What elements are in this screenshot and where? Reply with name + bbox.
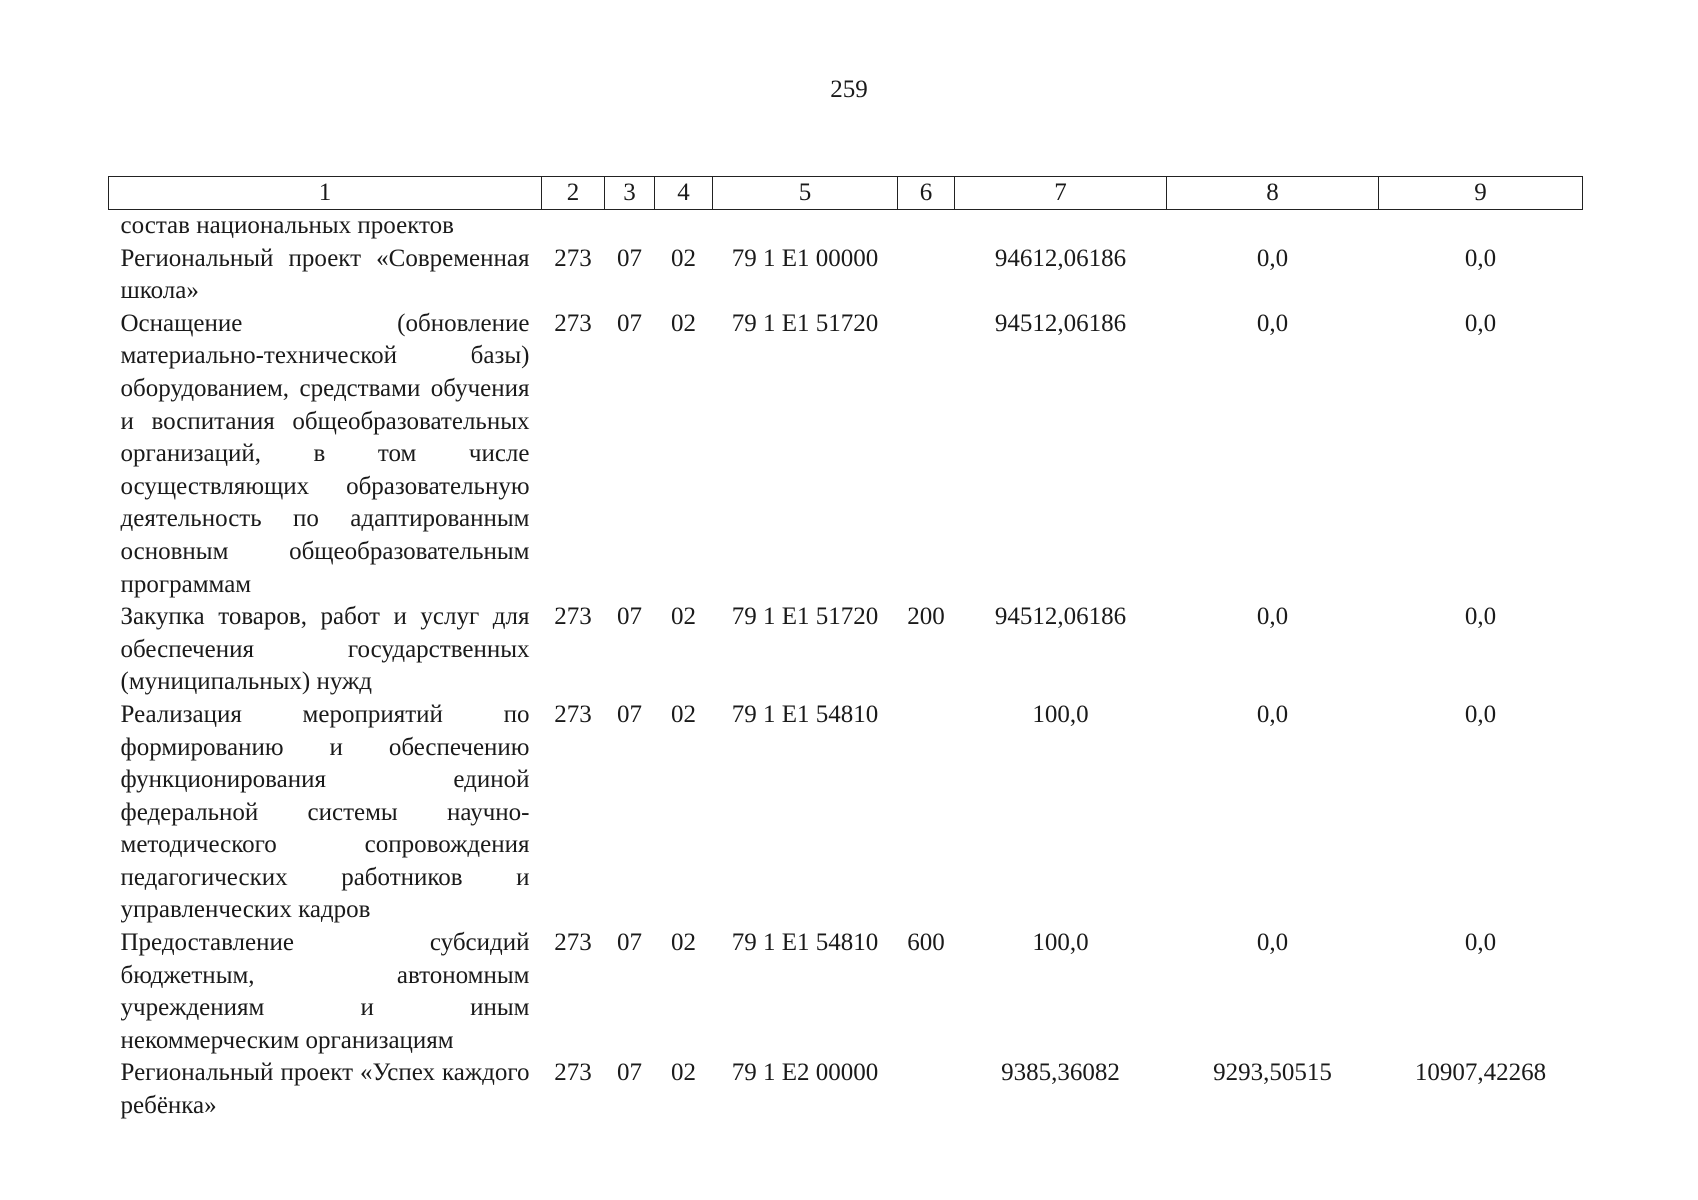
cell-col5: 79 1 E1 51720 xyxy=(731,603,879,631)
cell-col2: 273 xyxy=(554,309,592,337)
table-row xyxy=(109,601,1583,699)
cell-col9 xyxy=(1379,210,1583,243)
column-header-8: 8 xyxy=(1167,177,1379,210)
row-name: состав национальных проектов xyxy=(120,212,454,239)
table-row xyxy=(109,699,1583,927)
cell-col4: 02 xyxy=(671,244,696,272)
column-header-7: 7 xyxy=(955,177,1167,210)
cell-col6 xyxy=(898,1057,955,1122)
table-body xyxy=(109,210,1583,1123)
cell-col4: 02 xyxy=(671,603,696,631)
cell-col2: 273 xyxy=(554,700,592,728)
cell-col3: 07 xyxy=(617,244,642,272)
cell-col7: 100,0 xyxy=(1032,700,1089,728)
cell-col3: 07 xyxy=(617,700,642,728)
cell-col4: 02 xyxy=(671,309,696,337)
cell-col7: 100,0 xyxy=(1032,929,1089,957)
cell-col4: 02 xyxy=(671,929,696,957)
cell-col9: 0,0 xyxy=(1464,700,1497,728)
budget-table xyxy=(108,176,1583,1123)
page-number: 259 xyxy=(830,76,868,103)
table-row xyxy=(109,308,1583,601)
cell-col3 xyxy=(605,210,655,243)
header-row xyxy=(109,177,1583,210)
cell-col6: 600 xyxy=(907,929,945,957)
row-name: Реализация мероприятий по формированию и обеспечению функционирования единой федеральной системы научно-методического сопровождения педагогических работников и управленческих кадров xyxy=(120,700,530,924)
cell-col8: 0,0 xyxy=(1256,929,1289,957)
table-row xyxy=(109,1057,1583,1122)
cell-col6 xyxy=(898,699,955,927)
cell-col6 xyxy=(898,210,955,243)
column-header-6: 6 xyxy=(898,177,955,210)
table-row xyxy=(109,927,1583,1057)
column-header-5: 5 xyxy=(713,177,898,210)
column-header-9: 9 xyxy=(1379,177,1583,210)
cell-col7: 94612,06186 xyxy=(994,244,1127,272)
cell-col3: 07 xyxy=(617,603,642,631)
row-name: Оснащение (обновление материально-технической базы) оборудованием, средствами обучения и воспитания общеобразовательных организаций, в том числе осуществляющих образовательную деятельность по адаптированным основным общеобразовательным программам xyxy=(120,309,530,598)
table-row xyxy=(109,243,1583,308)
column-header-1: 1 xyxy=(109,177,542,210)
column-header-4: 4 xyxy=(655,177,713,210)
cell-col9: 0,0 xyxy=(1464,929,1497,957)
table-header xyxy=(109,177,1583,210)
cell-col6 xyxy=(898,308,955,601)
cell-col2: 273 xyxy=(554,929,592,957)
cell-col8 xyxy=(1167,210,1379,243)
cell-col7: 94512,06186 xyxy=(994,309,1127,337)
cell-col3: 07 xyxy=(617,1059,642,1087)
cell-col7: 9385,36082 xyxy=(1001,1059,1120,1087)
cell-col8: 0,0 xyxy=(1256,244,1289,272)
cell-col8: 0,0 xyxy=(1256,603,1289,631)
cell-col6 xyxy=(898,243,955,308)
cell-col2 xyxy=(542,210,605,243)
cell-col7: 94512,06186 xyxy=(994,603,1127,631)
row-name: Региональный проект «Успех каждого ребёнка» xyxy=(120,1059,530,1120)
cell-col5: 79 1 E1 00000 xyxy=(731,244,879,272)
cell-col5: 79 1 E1 54810 xyxy=(731,929,879,957)
table-row xyxy=(109,210,1583,243)
cell-col6: 200 xyxy=(907,603,945,631)
row-name: Закупка товаров, работ и услуг для обеспечения государственных (муниципальных) нужд xyxy=(120,603,530,696)
cell-col7 xyxy=(955,210,1167,243)
cell-col2: 273 xyxy=(554,603,592,631)
row-name: Предоставление субсидий бюджетным, автономным учреждениям и иным некоммерческим организациям xyxy=(120,929,530,1054)
cell-col3: 07 xyxy=(617,309,642,337)
cell-col3: 07 xyxy=(617,929,642,957)
cell-col8: 0,0 xyxy=(1256,309,1289,337)
column-header-3: 3 xyxy=(605,177,655,210)
cell-col5 xyxy=(713,210,898,243)
cell-col4: 02 xyxy=(671,700,696,728)
cell-col4: 02 xyxy=(671,1059,696,1087)
cell-col9: 0,0 xyxy=(1464,309,1497,337)
cell-col2: 273 xyxy=(554,1059,592,1087)
cell-col9: 10907,42268 xyxy=(1414,1059,1547,1087)
cell-col4 xyxy=(655,210,713,243)
column-header-2: 2 xyxy=(542,177,605,210)
cell-col5: 79 1 E1 54810 xyxy=(731,700,879,728)
cell-col8: 0,0 xyxy=(1256,700,1289,728)
cell-col9: 0,0 xyxy=(1464,244,1497,272)
row-name: Региональный проект «Современная школа» xyxy=(120,244,530,305)
cell-col2: 273 xyxy=(554,244,592,272)
cell-col5: 79 1 E1 51720 xyxy=(731,309,879,337)
cell-col5: 79 1 E2 00000 xyxy=(731,1059,879,1087)
cell-col9: 0,0 xyxy=(1464,603,1497,631)
cell-col8: 9293,50515 xyxy=(1213,1059,1332,1087)
